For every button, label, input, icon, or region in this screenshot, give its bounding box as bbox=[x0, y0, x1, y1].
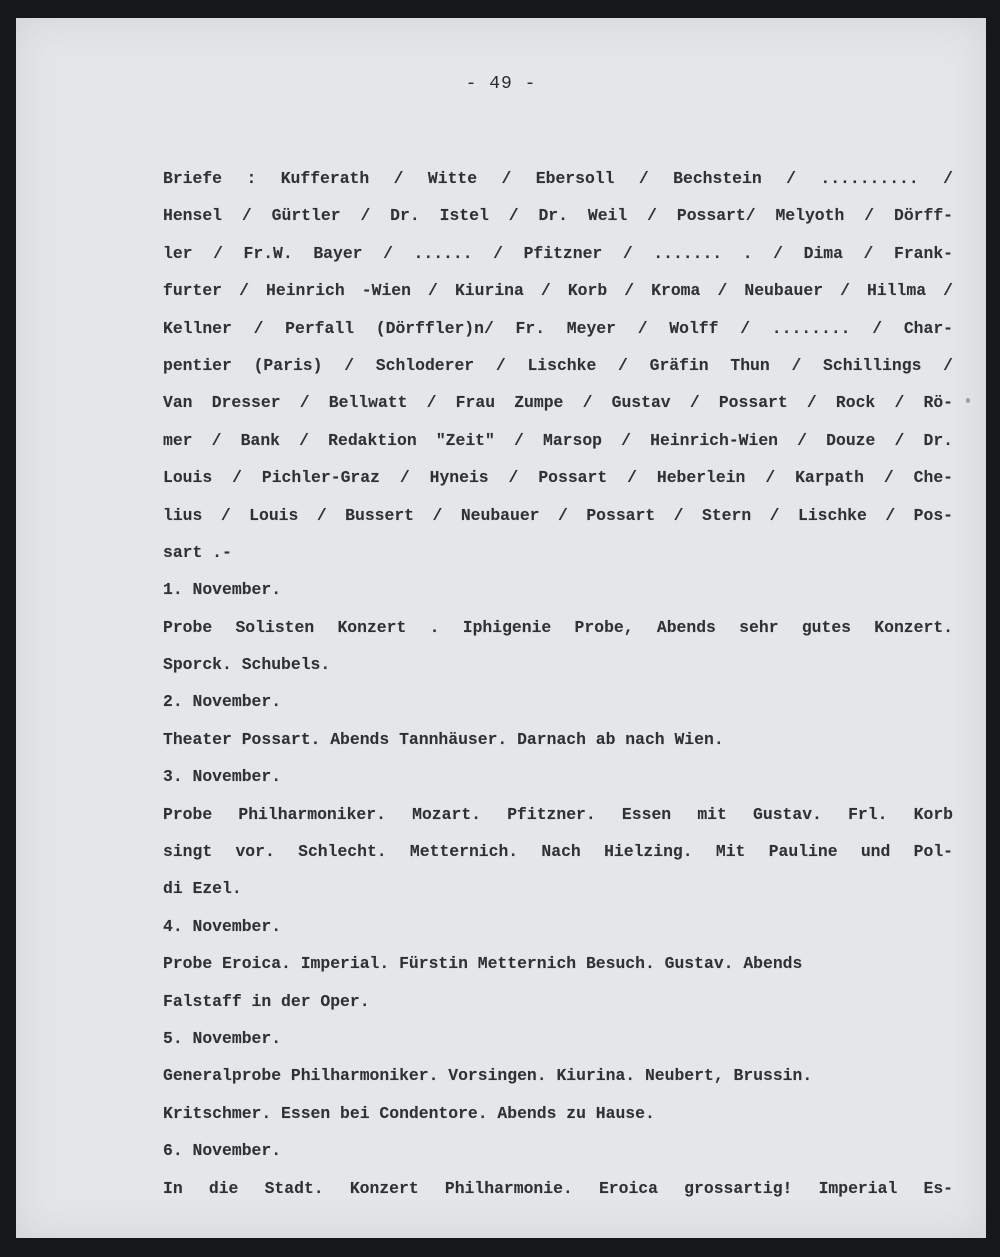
typed-text-body bbox=[163, 160, 953, 1207]
text-line: Theater Possart. Abends Tannhäuser. Darnach ab nach Wien. bbox=[163, 729, 724, 749]
text-line: lius / Louis / Bussert / Neubauer / Possart / Stern / Lischke / Pos- bbox=[163, 505, 953, 525]
text-line: Kellner / Perfall (Dörffler)n/ Fr. Meyer / Wolff / ........ / Char- bbox=[163, 318, 953, 338]
text-line: Briefe : Kufferath / Witte / Ebersoll / Bechstein / .......... / bbox=[163, 169, 953, 188]
text-line: Hensel / Gürtler / Dr. Istel / Dr. Weil / Possart/ Melyoth / Dörff- bbox=[163, 206, 953, 226]
text-line: Probe Eroica. Imperial. Fürstin Metternich Besuch. Gustav. Abends bbox=[163, 954, 803, 974]
text-line: 4. November. bbox=[163, 916, 282, 936]
text-line: 2. November. bbox=[163, 692, 282, 712]
text-line: mer / Bank / Redaktion "Zeit" / Marsop / Heinrich-Wien / Douze / Dr. bbox=[163, 430, 953, 450]
text-line: 3. November. bbox=[163, 767, 282, 787]
text-line: 1. November. bbox=[163, 580, 282, 600]
text-line: ler / Fr.W. Bayer / ...... / Pfitzner / ....... . / Dima / Frank- bbox=[163, 243, 953, 263]
text-line: sart .- bbox=[163, 542, 232, 562]
document-page bbox=[16, 18, 986, 1238]
text-line: Generalprobe Philharmoniker. Vorsingen. Kiurina. Neubert, Brussin. bbox=[163, 1066, 813, 1086]
text-line: Kritschmer. Essen bei Condentore. Abends zu Hause. bbox=[163, 1103, 655, 1123]
text-line: 5. November. bbox=[163, 1028, 282, 1048]
text-line: di Ezel. bbox=[163, 879, 242, 899]
text-line: pentier (Paris) / Schloderer / Lischke / Gräfin Thun / Schillings / bbox=[163, 355, 953, 375]
text-line: Sporck. Schubels. bbox=[163, 655, 331, 675]
page-number: - 49 - bbox=[465, 74, 537, 94]
text-line: furter / Heinrich -Wien / Kiurina / Korb / Kroma / Neubauer / Hillma / bbox=[163, 281, 953, 301]
text-line: Louis / Pichler-Graz / Hyneis / Possart / Heberlein / Karpath / Che- bbox=[163, 468, 953, 488]
text-line: Probe Solisten Konzert . Iphigenie Probe, Abends sehr gutes Konzert. bbox=[163, 617, 953, 637]
text-line: Falstaff in der Oper. bbox=[163, 991, 370, 1011]
text-line: Van Dresser / Bellwatt / Frau Zumpe / Gustav / Possart / Rock / Rö- bbox=[163, 393, 953, 413]
text-line: Probe Philharmoniker. Mozart. Pfitzner. Essen mit Gustav. Frl. Korb bbox=[163, 804, 953, 824]
text-line: In die Stadt. Konzert Philharmonie. Eroica grossartig! Imperial Es- bbox=[163, 1178, 953, 1198]
text-line: 6. November. bbox=[163, 1141, 282, 1161]
paper-smudge bbox=[966, 398, 970, 403]
text-line: singt vor. Schlecht. Metternich. Nach Hielzing. Mit Pauline und Pol- bbox=[163, 842, 953, 862]
